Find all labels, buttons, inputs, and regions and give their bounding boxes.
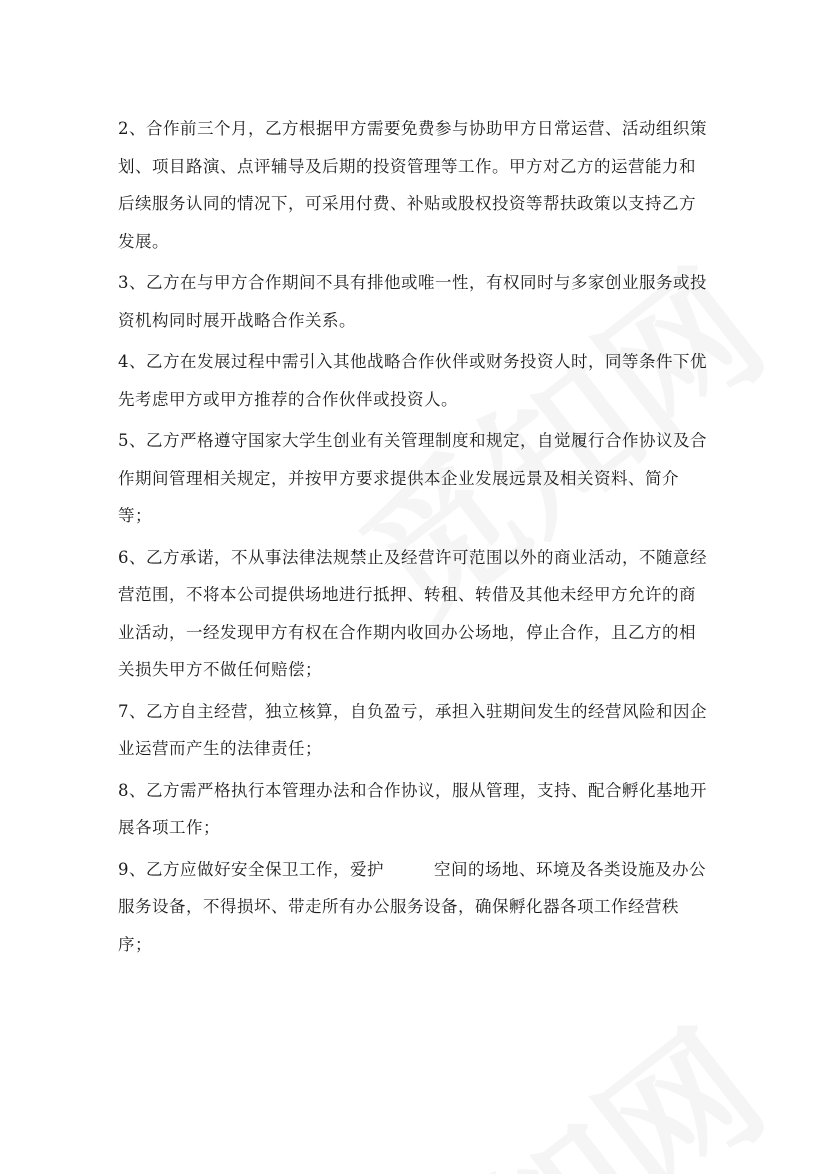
text-line: 发展。 — [118, 231, 169, 251]
text-segment: 空间的场地、环境及各类设施及办公 — [434, 859, 706, 879]
text-line: 业运营而产生的法律责任； — [118, 739, 322, 758]
clause-9 — [118, 851, 712, 964]
text-line: 等； — [118, 506, 152, 525]
text-line: 作期间管理相关规定，并按甲方要求提供本企业发展远景及相关资料、简介 — [118, 468, 679, 488]
watermark — [311, 974, 799, 1174]
document-body — [118, 110, 712, 967]
clause-2 — [118, 110, 712, 260]
clause-5 — [118, 422, 712, 535]
text-line: 3、乙方在与甲方合作期间不具有排他或唯一性，有权同时与多家创业服务或投 — [118, 273, 707, 292]
text-line: 后续服务认同的情况下，可采用付费、补贴或股权投资等帮扶政策以支持乙方 — [118, 194, 696, 213]
text-line: 资机构同时展开战略合作关系。 — [118, 310, 356, 330]
text-line: 关损失甲方不做任何赔偿； — [118, 660, 322, 679]
text-line: 8、乙方需严格执行本管理办法和合作协议，服从管理，支持、配合孵化基地开 — [118, 780, 707, 800]
text-line: 先考虑甲方或甲方推荐的合作伙伴或投资人。 — [118, 389, 458, 409]
text-line: 5、乙方严格遵守国家大学生创业有关管理制度和规定，自觉履行合作协议及合 — [118, 431, 707, 450]
text-line: 4、乙方在发展过程中需引入其他战略合作伙伴或财务投资人时，同等条件下优 — [118, 352, 707, 371]
clause-4 — [118, 343, 712, 418]
text-segment: 9、乙方应做好安全保卫工作，爱护 — [118, 859, 384, 879]
text-line: 2、合作前三个月，乙方根据甲方需要免费参与协助甲方日常运营、活动组织策 — [118, 119, 707, 138]
text-line: 6、乙方承诺，不从事法律法规禁止及经营许可范围以外的商业活动，不随意经 — [118, 547, 707, 567]
clause-3 — [118, 264, 712, 339]
text-line: 序； — [118, 934, 152, 954]
text-line: 服务设备，不得损坏、带走所有办公服务设备，确保孵化器各项工作经营秩 — [118, 897, 679, 916]
text-line: 7、乙方自主经营，独立核算，自负盈亏，承担入驻期间发生的经营风险和因企 — [118, 701, 707, 721]
text-line: 划、项目路演、点评辅导及后期的投资管理等工作。甲方对乙方的运营能力和 — [118, 156, 696, 176]
text-line: 业活动，一经发现甲方有权在合作期内收回办公场地，停止合作，且乙方的相 — [118, 622, 696, 642]
text-line — [118, 851, 712, 889]
clause-7 — [118, 693, 712, 768]
clause-6 — [118, 539, 712, 689]
text-line: 展各项工作； — [118, 818, 220, 837]
text-line: 营范围，不将本公司提供场地进行抵押、转租、转借及其他未经甲方允许的商 — [118, 585, 696, 604]
clause-8 — [118, 772, 712, 847]
